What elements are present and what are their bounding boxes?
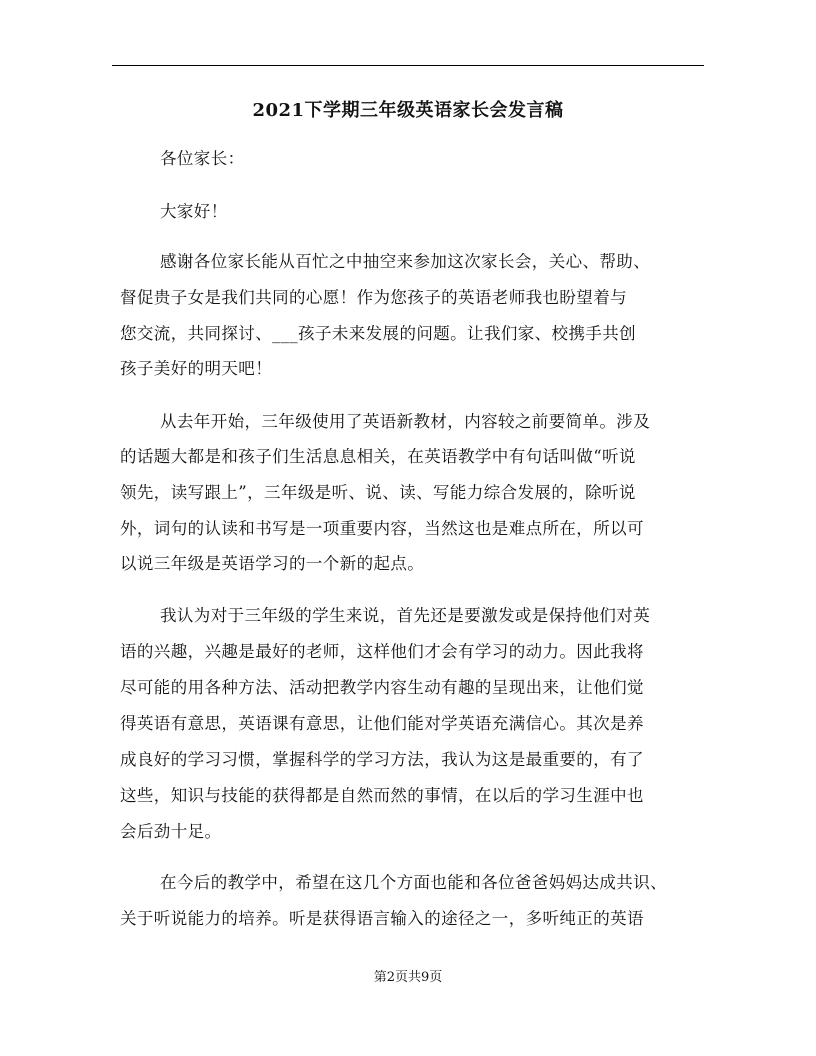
paragraph-3-line-5: 成良好的学习习惯，掌握科学的学习方法，我认为这是最重要的，有了 (120, 750, 644, 769)
paragraph-2-line-3: 领先，读写跟上”，三年级是听、说、读、写能力综合发展的，除听说 (120, 483, 636, 502)
header-rule (112, 65, 704, 66)
paragraph-2-line-2: 的话题大都是和孩子们生活息息相关，在英语教学中有句话叫做“听说 (120, 447, 636, 466)
paragraph-2-line-4: 外，词句的认读和书写是一项重要内容，当然这也是难点所在，所以可 (120, 519, 644, 538)
paragraph-3-line-6: 这些，知识与技能的获得都是自然而然的事情，在以后的学习生涯中也 (120, 786, 644, 805)
paragraph-3-line-3: 尽可能的用各种方法、活动把教学内容生动有趣的呈现出来，让他们觉 (120, 678, 644, 697)
paragraph-1-line-3: 您交流，共同探讨、___孩子未来发展的问题。让我们家、校携手共创 (120, 324, 637, 343)
greeting: 大家好！ (160, 202, 228, 221)
paragraph-1-line-1: 感谢各位家长能从百忙之中抽空来参加这次家长会，关心、帮助、 (160, 252, 651, 271)
paragraph-1-line-2: 督促贵子女是我们共同的心愿！作为您孩子的英语老师我也盼望着与 (120, 288, 627, 307)
document-title: 2021下学期三年级英语家长会发言稿 (252, 100, 564, 121)
paragraph-2-line-1: 从去年开始，三年级使用了英语新教材，内容较之前要简单。涉及 (160, 412, 651, 431)
paragraph-1-line-4: 孩子美好的明天吧！ (120, 359, 273, 378)
paragraph-3-line-7: 会后劲十足。 (120, 822, 222, 841)
paragraph-3-line-2: 语的兴趣，兴趣是最好的老师，这样他们才会有学习的动力。因此我将 (120, 642, 644, 661)
paragraph-4-line-1: 在今后的教学中，希望在这几个方面也能和各位爸爸妈妈达成共识、 (160, 873, 667, 892)
salutation: 各位家长： (160, 149, 245, 168)
page-indicator: 第2页共9页 (373, 970, 443, 985)
paragraph-3-line-1: 我认为对于三年级的学生来说，首先还是要激发或是保持他们对英 (160, 606, 651, 625)
paragraph-4-line-2: 关于听说能力的培养。听是获得语言输入的途径之一，多听纯正的英语 (120, 909, 644, 928)
paragraph-3-line-4: 得英语有意思，英语课有意思，让他们能对学英语充满信心。其次是养 (120, 714, 644, 733)
paragraph-2-line-5: 以说三年级是英语学习的一个新的起点。 (120, 554, 425, 573)
